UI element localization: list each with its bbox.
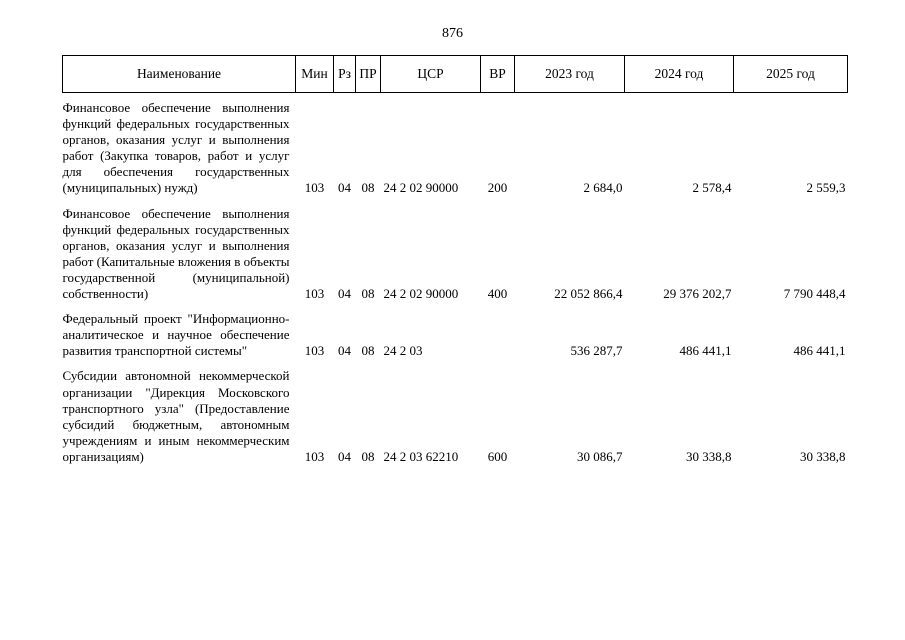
budget-table [62, 55, 848, 465]
row-2025: 30 338,8 [800, 448, 846, 464]
row-csr: 24 2 03 62210 [383, 448, 459, 464]
header-row [63, 56, 848, 93]
header-2025: 2025 год [734, 56, 848, 93]
row-pr: 08 [361, 343, 375, 359]
row-2025: 2 559,3 [806, 180, 846, 196]
header-name: Наименование [63, 56, 296, 93]
header-csr: ЦСР [381, 56, 481, 93]
row-rz: 04 [338, 286, 351, 302]
row-name: Федеральный проект "Информационно-аналитическое и научное обеспечение развития транспортной системы" [62, 311, 290, 359]
header-2023: 2023 год [515, 56, 625, 93]
row-pr: 08 [361, 180, 375, 196]
row-2024: 2 578,4 [692, 180, 732, 196]
row-pr: 08 [361, 448, 375, 464]
row-csr: 24 2 03 [383, 343, 423, 359]
row-2023: 2 684,0 [583, 180, 623, 196]
row-name: Финансовое обеспечение выполнения функций федеральных государственных органов, оказания услуг и выполнения работ (Закупка товаров, работ и услуг для обеспечения государственных (муниципальных) нужд) [62, 100, 290, 196]
table-row [63, 197, 848, 303]
row-vr: 600 [487, 448, 508, 464]
header-rz: Рз [334, 56, 356, 93]
row-2023: 22 052 866,4 [554, 286, 623, 302]
row-2024: 29 376 202,7 [663, 286, 732, 302]
row-rz: 04 [338, 180, 351, 196]
row-csr: 24 2 02 90000 [383, 180, 459, 196]
row-rz: 04 [338, 448, 351, 464]
table-row [63, 302, 848, 359]
row-min: 103 [304, 286, 325, 302]
row-vr: 400 [487, 286, 508, 302]
row-2023: 30 086,7 [577, 448, 623, 464]
header-vr: ВР [481, 56, 515, 93]
header-pr: ПР [356, 56, 381, 93]
row-2025: 486 441,1 [793, 343, 846, 359]
row-2025: 7 790 448,4 [783, 286, 846, 302]
row-min: 103 [304, 343, 325, 359]
header-2024: 2024 год [625, 56, 734, 93]
table-row [63, 359, 848, 465]
row-name: Финансовое обеспечение выполнения функций федеральных государственных органов, оказания услуг и выполнения работ (Капитальные вложения в объекты государственной (муниципальной) собственности) [62, 205, 290, 302]
row-2024: 486 441,1 [679, 343, 732, 359]
row-csr: 24 2 02 90000 [383, 286, 459, 302]
row-name: Субсидии автономной некоммерческой организации "Дирекция Московского транспортного узла" (Предоставление субсидий бюджетным, автономным учреждениям и иным некоммерческим организациям) [62, 368, 290, 464]
row-pr: 08 [361, 286, 375, 302]
row-vr: 200 [487, 180, 508, 196]
row-rz: 04 [338, 343, 351, 359]
row-2024: 30 338,8 [686, 448, 732, 464]
row-vr [481, 302, 515, 359]
row-2023: 536 287,7 [570, 343, 623, 359]
row-min: 103 [304, 180, 325, 196]
row-min: 103 [304, 448, 325, 464]
table-row [63, 93, 848, 197]
header-min: Мин [296, 56, 334, 93]
page-number: 876 [442, 26, 463, 41]
